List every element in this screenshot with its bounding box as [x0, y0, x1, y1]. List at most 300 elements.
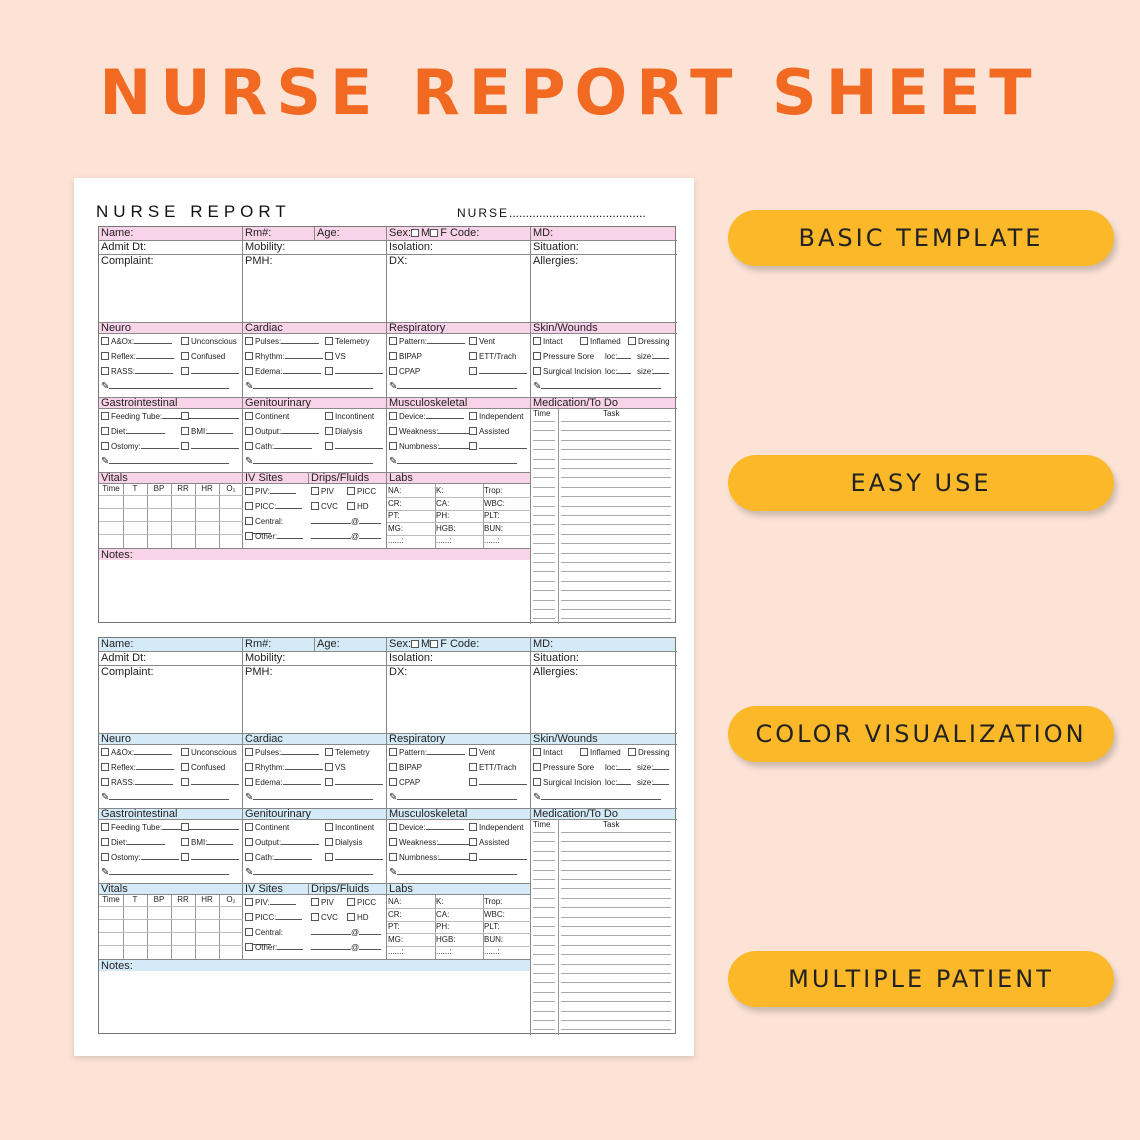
task-line[interactable]: [561, 506, 671, 507]
checkbox[interactable]: [533, 367, 541, 375]
drip-item[interactable]: [311, 928, 384, 943]
med-line[interactable]: [533, 477, 555, 478]
med-line[interactable]: [533, 449, 555, 450]
blank-line[interactable]: [311, 928, 351, 935]
field-situation[interactable]: [531, 241, 677, 255]
skin-item[interactable]: [533, 367, 601, 377]
resp-item[interactable]: [389, 352, 422, 362]
drip-item[interactable]: [311, 943, 384, 958]
neuro-item[interactable]: [101, 367, 173, 377]
iv-item[interactable]: [245, 487, 307, 502]
med-line[interactable]: [533, 832, 555, 833]
blank-line[interactable]: [135, 367, 173, 374]
med-line[interactable]: [533, 571, 555, 572]
checkbox[interactable]: [325, 412, 333, 420]
gu-item[interactable]: [245, 853, 312, 863]
gu-item[interactable]: [325, 823, 374, 833]
task-line[interactable]: [561, 832, 671, 833]
blank-line[interactable]: [136, 763, 174, 770]
task-line[interactable]: [561, 1029, 671, 1030]
checkbox[interactable]: [628, 748, 636, 756]
med-line[interactable]: [533, 870, 555, 871]
resp-item[interactable]: [389, 367, 420, 377]
task-line[interactable]: [561, 459, 671, 460]
checkbox[interactable]: [325, 748, 333, 756]
checkbox[interactable]: [101, 748, 109, 756]
blank-line[interactable]: [427, 748, 465, 755]
neuro-item[interactable]: [181, 337, 237, 347]
note-line[interactable]: [109, 793, 229, 800]
skin-item[interactable]: [533, 352, 594, 362]
checkbox[interactable]: [245, 412, 253, 420]
checkbox[interactable]: [389, 763, 397, 771]
task-line[interactable]: [561, 430, 671, 431]
med-line[interactable]: [533, 524, 555, 525]
blank-line[interactable]: [191, 367, 239, 374]
med-line[interactable]: [533, 609, 555, 610]
blank-line[interactable]: [283, 367, 321, 374]
field-complaint[interactable]: [99, 666, 243, 734]
blank-line[interactable]: [191, 853, 239, 860]
checkbox[interactable]: [245, 502, 253, 510]
note-line[interactable]: [253, 382, 373, 389]
cardiac-item[interactable]: [245, 367, 321, 377]
checkbox[interactable]: [245, 838, 253, 846]
med-line[interactable]: [533, 954, 555, 955]
cardiac-item[interactable]: [245, 337, 319, 347]
checkbox[interactable]: [469, 853, 477, 861]
med-line[interactable]: [533, 841, 555, 842]
checkbox[interactable]: [533, 778, 541, 786]
task-line[interactable]: [561, 581, 671, 582]
blank-line[interactable]: [134, 337, 172, 344]
checkbox[interactable]: [181, 412, 189, 420]
neuro-item[interactable]: [101, 778, 173, 788]
checkbox[interactable]: [245, 352, 253, 360]
med-line[interactable]: [533, 534, 555, 535]
task-line[interactable]: [561, 468, 671, 469]
medication-todo-list[interactable]: [531, 820, 677, 1035]
checkbox[interactable]: [245, 853, 253, 861]
blank-line[interactable]: [281, 427, 319, 434]
checkbox[interactable]: [101, 778, 109, 786]
gu-item[interactable]: [325, 427, 363, 437]
med-line[interactable]: [533, 1020, 555, 1021]
checkbox[interactable]: [181, 367, 189, 375]
checkbox[interactable]: [469, 427, 477, 435]
checkbox[interactable]: [580, 748, 588, 756]
task-line[interactable]: [561, 907, 671, 908]
neuro-item[interactable]: [101, 748, 172, 758]
checkbox[interactable]: [389, 427, 397, 435]
field-mobility[interactable]: [243, 241, 387, 255]
field-rm[interactable]: [243, 227, 315, 241]
msk-item[interactable]: [389, 838, 476, 848]
blank-line[interactable]: [335, 442, 383, 449]
med-line[interactable]: [533, 421, 555, 422]
blank-line[interactable]: [617, 763, 631, 770]
cardiac-item[interactable]: [245, 748, 319, 758]
checkbox[interactable]: [181, 442, 189, 450]
sex-m-checkbox[interactable]: [411, 640, 419, 648]
med-line[interactable]: [533, 982, 555, 983]
checkbox[interactable]: [325, 778, 333, 786]
task-line[interactable]: [561, 917, 671, 918]
resp-item[interactable]: [389, 763, 422, 773]
drip-opt[interactable]: [311, 913, 338, 923]
blank-line[interactable]: [335, 778, 383, 785]
task-line[interactable]: [561, 449, 671, 450]
med-line[interactable]: [533, 860, 555, 861]
checkbox[interactable]: [101, 427, 109, 435]
nurse-field[interactable]: [457, 206, 646, 220]
skin-item[interactable]: [580, 748, 621, 758]
skin-item[interactable]: [533, 337, 563, 347]
blank-line[interactable]: [274, 853, 312, 860]
blank-line[interactable]: [617, 367, 631, 374]
task-line[interactable]: [561, 609, 671, 610]
task-line[interactable]: [561, 879, 671, 880]
med-line[interactable]: [533, 440, 555, 441]
skin-item[interactable]: [628, 748, 670, 758]
med-line[interactable]: [533, 992, 555, 993]
blank-line[interactable]: [136, 352, 174, 359]
neuro-item[interactable]: [101, 763, 174, 773]
cardiac-item[interactable]: [245, 763, 323, 773]
skin-loc[interactable]: [605, 367, 631, 377]
blank-line[interactable]: [479, 442, 527, 449]
blank-line[interactable]: [617, 778, 631, 785]
blank-line[interactable]: [653, 778, 669, 785]
med-line[interactable]: [533, 879, 555, 880]
note-line[interactable]: [253, 457, 373, 464]
drip-item[interactable]: [311, 532, 384, 547]
skin-size[interactable]: [637, 352, 669, 362]
task-line[interactable]: [561, 954, 671, 955]
cardiac-item[interactable]: [325, 337, 370, 347]
gi-item[interactable]: [181, 823, 239, 833]
note-line[interactable]: [109, 382, 229, 389]
med-line[interactable]: [533, 562, 555, 563]
vitals-table[interactable]: [99, 484, 243, 548]
gi-item[interactable]: [101, 853, 179, 863]
gi-item[interactable]: [181, 442, 239, 452]
checkbox[interactable]: [469, 412, 477, 420]
cardiac-item[interactable]: [245, 778, 321, 788]
checkbox[interactable]: [389, 778, 397, 786]
field-name[interactable]: [99, 638, 243, 652]
skin-loc[interactable]: [605, 352, 631, 362]
field-rm[interactable]: [243, 638, 315, 652]
cardiac-item[interactable]: [245, 352, 323, 362]
task-line[interactable]: [561, 964, 671, 965]
checkbox[interactable]: [469, 352, 477, 360]
drip-opt[interactable]: [347, 898, 376, 908]
checkbox[interactable]: [469, 763, 477, 771]
blank-line[interactable]: [653, 352, 669, 359]
checkbox[interactable]: [245, 763, 253, 771]
med-line[interactable]: [533, 515, 555, 516]
task-line[interactable]: [561, 1011, 671, 1012]
blank-line[interactable]: [285, 352, 323, 359]
checkbox[interactable]: [101, 337, 109, 345]
checkbox[interactable]: [389, 748, 397, 756]
blank-line[interactable]: [207, 838, 233, 845]
blank-line[interactable]: [277, 943, 303, 950]
iv-item[interactable]: [245, 517, 307, 532]
resp-item[interactable]: [469, 748, 495, 758]
blank-line[interactable]: [479, 367, 527, 374]
cardiac-item[interactable]: [325, 352, 346, 362]
notes-area[interactable]: [99, 560, 531, 624]
blank-line[interactable]: [285, 763, 323, 770]
blank-line[interactable]: [191, 412, 239, 419]
checkbox[interactable]: [389, 337, 397, 345]
med-line[interactable]: [533, 1001, 555, 1002]
blank-line[interactable]: [653, 763, 669, 770]
sex-f-checkbox[interactable]: [430, 229, 438, 237]
checkbox[interactable]: [181, 838, 189, 846]
checkbox[interactable]: [245, 367, 253, 375]
drip-opt[interactable]: [311, 502, 338, 512]
iv-item[interactable]: [245, 502, 307, 517]
task-line[interactable]: [561, 524, 671, 525]
blank-line[interactable]: [617, 352, 631, 359]
task-line[interactable]: [561, 590, 671, 591]
checkbox[interactable]: [245, 532, 253, 540]
skin-item[interactable]: [533, 763, 594, 773]
med-line[interactable]: [533, 1011, 555, 1012]
drip-item[interactable]: [311, 502, 384, 517]
checkbox[interactable]: [245, 442, 253, 450]
drip-item[interactable]: [311, 898, 384, 913]
gu-item[interactable]: [325, 412, 374, 422]
note-line[interactable]: [109, 457, 229, 464]
checkbox[interactable]: [101, 367, 109, 375]
gu-item[interactable]: [325, 853, 383, 863]
resp-item[interactable]: [469, 763, 516, 773]
cardiac-item[interactable]: [325, 763, 346, 773]
blank-line[interactable]: [426, 823, 464, 830]
task-line[interactable]: [561, 870, 671, 871]
neuro-item[interactable]: [101, 352, 174, 362]
skin-loc[interactable]: [605, 778, 631, 788]
checkbox[interactable]: [325, 823, 333, 831]
msk-item[interactable]: [469, 853, 527, 863]
med-line[interactable]: [533, 543, 555, 544]
skin-item[interactable]: [580, 337, 621, 347]
note-line[interactable]: [541, 382, 661, 389]
gu-item[interactable]: [245, 838, 319, 848]
checkbox[interactable]: [245, 427, 253, 435]
blank-line[interactable]: [281, 337, 319, 344]
checkbox[interactable]: [533, 352, 541, 360]
checkbox[interactable]: [101, 442, 109, 450]
checkbox[interactable]: [469, 748, 477, 756]
task-line[interactable]: [561, 982, 671, 983]
blank-line[interactable]: [270, 898, 296, 905]
field-admitdt[interactable]: [99, 241, 243, 255]
blank-line[interactable]: [359, 928, 381, 935]
med-line[interactable]: [533, 581, 555, 582]
med-line[interactable]: [533, 973, 555, 974]
task-line[interactable]: [561, 534, 671, 535]
med-line[interactable]: [533, 888, 555, 889]
skin-size[interactable]: [637, 763, 669, 773]
task-line[interactable]: [561, 496, 671, 497]
checkbox[interactable]: [101, 853, 109, 861]
med-line[interactable]: [533, 917, 555, 918]
iv-item[interactable]: [245, 943, 307, 958]
neuro-item[interactable]: [181, 763, 225, 773]
task-line[interactable]: [561, 487, 671, 488]
skin-size[interactable]: [637, 778, 669, 788]
checkbox[interactable]: [245, 928, 253, 936]
iv-item[interactable]: [245, 898, 307, 913]
neuro-item[interactable]: [101, 337, 172, 347]
checkbox[interactable]: [101, 838, 109, 846]
vitals-table[interactable]: [99, 895, 243, 959]
skin-size[interactable]: [637, 367, 669, 377]
iv-item[interactable]: [245, 532, 307, 547]
neuro-item[interactable]: [181, 352, 225, 362]
drip-opt[interactable]: [347, 502, 369, 512]
task-line[interactable]: [561, 562, 671, 563]
blank-line[interactable]: [191, 442, 239, 449]
med-line[interactable]: [533, 935, 555, 936]
blank-line[interactable]: [270, 487, 296, 494]
field-pmh[interactable]: [243, 666, 387, 734]
field-md[interactable]: [531, 227, 677, 241]
checkbox[interactable]: [325, 442, 333, 450]
checkbox[interactable]: [181, 748, 189, 756]
med-line[interactable]: [533, 496, 555, 497]
checkbox[interactable]: [580, 337, 588, 345]
blank-line[interactable]: [479, 778, 527, 785]
msk-item[interactable]: [389, 823, 464, 833]
medication-todo-list[interactable]: [531, 409, 677, 624]
gu-item[interactable]: [245, 442, 312, 452]
checkbox[interactable]: [245, 487, 253, 495]
checkbox[interactable]: [469, 778, 477, 786]
gu-item[interactable]: [245, 823, 289, 833]
checkbox[interactable]: [101, 412, 109, 420]
gu-item[interactable]: [325, 442, 383, 452]
skin-item[interactable]: [533, 778, 601, 788]
task-line[interactable]: [561, 440, 671, 441]
blank-line[interactable]: [127, 838, 165, 845]
field-age[interactable]: [315, 638, 387, 652]
cardiac-item[interactable]: [325, 778, 383, 788]
med-line[interactable]: [533, 618, 555, 619]
field-sex-code[interactable]: [387, 638, 531, 652]
msk-item[interactable]: [389, 427, 476, 437]
blank-line[interactable]: [141, 853, 179, 860]
field-name[interactable]: [99, 227, 243, 241]
field-pmh[interactable]: [243, 255, 387, 323]
checkbox[interactable]: [325, 367, 333, 375]
gi-item[interactable]: [181, 853, 239, 863]
skin-loc[interactable]: [605, 763, 631, 773]
med-line[interactable]: [533, 945, 555, 946]
med-line[interactable]: [533, 600, 555, 601]
task-line[interactable]: [561, 898, 671, 899]
resp-item[interactable]: [389, 748, 465, 758]
cardiac-item[interactable]: [325, 748, 370, 758]
checkbox[interactable]: [347, 898, 355, 906]
med-line[interactable]: [533, 898, 555, 899]
task-line[interactable]: [561, 421, 671, 422]
checkbox[interactable]: [181, 778, 189, 786]
task-line[interactable]: [561, 888, 671, 889]
blank-line[interactable]: [359, 532, 381, 539]
field-allergies[interactable]: [531, 255, 677, 323]
blank-line[interactable]: [134, 748, 172, 755]
med-line[interactable]: [533, 506, 555, 507]
checkbox[interactable]: [469, 823, 477, 831]
checkbox[interactable]: [533, 337, 541, 345]
drip-opt[interactable]: [347, 487, 376, 497]
blank-line[interactable]: [191, 823, 239, 830]
drip-item[interactable]: [311, 487, 384, 502]
task-line[interactable]: [561, 618, 671, 619]
task-line[interactable]: [561, 973, 671, 974]
med-line[interactable]: [533, 926, 555, 927]
note-line[interactable]: [397, 868, 517, 875]
note-line[interactable]: [109, 868, 229, 875]
gi-item[interactable]: [101, 427, 165, 437]
blank-line[interactable]: [335, 367, 383, 374]
checkbox[interactable]: [325, 337, 333, 345]
checkbox[interactable]: [245, 913, 253, 921]
task-line[interactable]: [561, 935, 671, 936]
msk-item[interactable]: [389, 442, 477, 452]
checkbox[interactable]: [325, 853, 333, 861]
blank-line[interactable]: [281, 838, 319, 845]
field-md[interactable]: [531, 638, 677, 652]
checkbox[interactable]: [245, 778, 253, 786]
note-line[interactable]: [397, 457, 517, 464]
resp-item[interactable]: [469, 778, 527, 788]
drip-item[interactable]: [311, 517, 384, 532]
checkbox[interactable]: [347, 502, 355, 510]
checkbox[interactable]: [311, 487, 319, 495]
blank-line[interactable]: [311, 943, 351, 950]
med-line[interactable]: [533, 553, 555, 554]
med-line[interactable]: [533, 459, 555, 460]
drip-item[interactable]: [311, 913, 384, 928]
task-line[interactable]: [561, 945, 671, 946]
checkbox[interactable]: [389, 853, 397, 861]
field-mobility[interactable]: [243, 652, 387, 666]
resp-item[interactable]: [469, 352, 516, 362]
checkbox[interactable]: [181, 352, 189, 360]
checkbox[interactable]: [101, 763, 109, 771]
notes-area[interactable]: [99, 971, 531, 1035]
blank-line[interactable]: [426, 412, 464, 419]
note-line[interactable]: [397, 793, 517, 800]
field-isolation[interactable]: [387, 241, 531, 255]
blank-line[interactable]: [427, 337, 465, 344]
task-line[interactable]: [561, 926, 671, 927]
drip-opt[interactable]: [347, 913, 369, 923]
checkbox[interactable]: [628, 337, 636, 345]
checkbox[interactable]: [347, 913, 355, 921]
med-line[interactable]: [533, 468, 555, 469]
field-isolation[interactable]: [387, 652, 531, 666]
blank-line[interactable]: [207, 427, 233, 434]
checkbox[interactable]: [181, 337, 189, 345]
